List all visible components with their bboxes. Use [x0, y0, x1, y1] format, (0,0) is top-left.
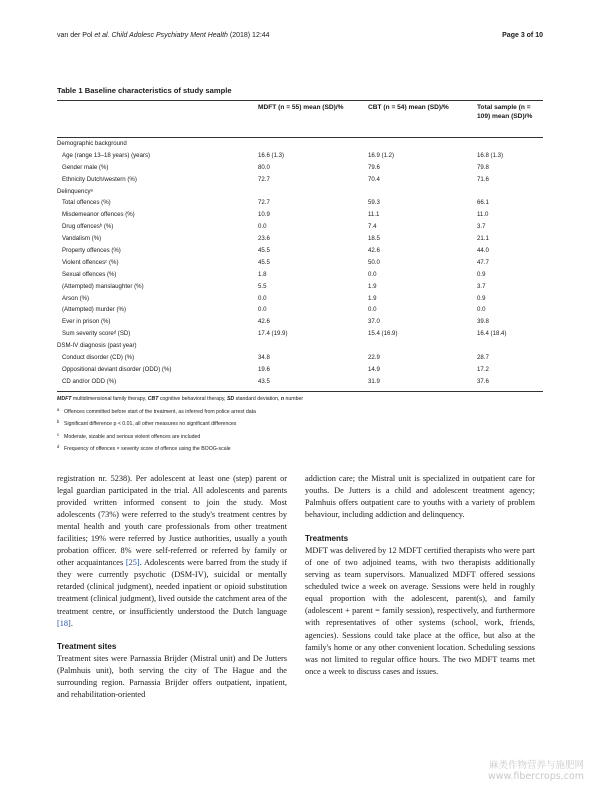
- paragraph-treatments: MDFT was delivered by 12 MDFT certified therapists who were part of one of two adjoined teams, with two therapists additionally serving as team supervisors. Manualized MDFT offered sessions scheduled twice a week on average. Sessions were held in roughly equal proportion with the adolescent, parent(s), and family (adolescent + parent = family session), respectively, and furthermore with representatives of other systems (school, work, friends, agencies). Sessions could take place at the office, but also at the family's home or any other convenient location. Scheduling sessions was not limited to regular office hours. The two MDFT teams met once a week to discuss cases and issues.: [305, 546, 535, 676]
- citation-link[interactable]: [18]: [57, 618, 71, 628]
- table-row: [57, 316, 543, 328]
- cell-total: 0.0: [477, 306, 486, 314]
- row-label: Vandalism (%): [62, 235, 102, 243]
- table-caption: Table 1 Baseline characteristics of study sample: [57, 86, 232, 95]
- cell-mdft: 19.6: [258, 365, 270, 373]
- row-label: (Attempted) manslaughter (%): [62, 282, 144, 290]
- cell-cbt: 22.9: [368, 354, 380, 362]
- page-number: Page 3 of 10: [502, 32, 543, 39]
- cell-total: 17.2: [477, 365, 489, 373]
- row-label: (Attempted) murder (%): [62, 306, 126, 314]
- cell-mdft: 0.0: [258, 306, 267, 314]
- row-label: Drug offencesᵇ (%): [62, 223, 114, 231]
- cell-mdft: 80.0: [258, 163, 270, 171]
- cell-mdft: 5.5: [258, 282, 267, 290]
- footnote: [57, 430, 543, 443]
- cell-total: 3.7: [477, 282, 486, 290]
- table-row: [57, 209, 543, 221]
- cell-cbt: 7.4: [368, 223, 377, 231]
- table-body: [57, 138, 543, 388]
- cell-total: 71.6: [477, 175, 489, 183]
- table-row: [57, 138, 543, 150]
- row-label: DSM-IV diagnosis (past year): [57, 342, 137, 350]
- cell-mdft: 45.5: [258, 247, 270, 255]
- cell-total: 3.7: [477, 223, 486, 231]
- table-row: [57, 352, 543, 364]
- cell-cbt: 11.1: [368, 211, 380, 219]
- table-row: [57, 197, 543, 209]
- table-row: [57, 174, 543, 186]
- running-head: van der Pol et al. Child Adolesc Psychiatry Ment Health (2018) 12:44: [57, 32, 270, 39]
- table-row: [57, 233, 543, 245]
- table-top-rule: [57, 100, 543, 101]
- paragraph-treatment-sites: Treatment sites were Parnassia Brijder (Mistral unit) and De Jutters (Palmhuis unit), both serving the city of The Hague and the surrounding region. Parnassia Brijder offers outpatient, inpatient, and rehabilitation-oriented: [57, 653, 287, 699]
- row-label: Ever in prison (%): [62, 318, 111, 326]
- table-row: [57, 269, 543, 281]
- table-row: [57, 304, 543, 316]
- cell-mdft: 42.6: [258, 318, 270, 326]
- cell-cbt: 1.9: [368, 294, 377, 302]
- cell-mdft: 72.7: [258, 199, 270, 207]
- cell-total: 16.4 (18.4): [477, 330, 507, 338]
- table-row: [57, 162, 543, 174]
- cell-cbt: 0.0: [368, 270, 377, 278]
- cell-cbt: 79.6: [368, 163, 380, 171]
- cell-total: 44.0: [477, 247, 489, 255]
- footnote-text: Frequency of offences × severity score of offence using the BOOG-scale: [64, 446, 231, 453]
- row-label: Oppositional deviant disorder (ODD) (%): [62, 365, 172, 373]
- cell-mdft: 23.6: [258, 235, 270, 243]
- cell-mdft: 43.5: [258, 377, 270, 385]
- footnote-text: Offences committed before start of the treatment, as inferred from police arrest data: [64, 408, 256, 415]
- cell-cbt: 18.5: [368, 235, 380, 243]
- row-label: Delinquencyᵃ: [57, 187, 93, 195]
- abbreviation-note: MDFT multidimensional family therapy, CBT cognitive behavioral therapy, SD standard deviation, n number: [57, 396, 304, 402]
- footnote: [57, 405, 543, 418]
- row-label: CD and/or ODD (%): [62, 377, 117, 385]
- footnote-text: Significant difference p < 0.01, all other measures no significant differences: [64, 421, 237, 428]
- row-label: Sexual offences (%): [62, 270, 117, 278]
- cell-cbt: 1.9: [368, 282, 377, 290]
- cell-mdft: 0.0: [258, 223, 267, 231]
- watermark: 麻类作物营养与施肥网 www.fibercrops.com: [487, 760, 584, 782]
- paragraph-participants: registration nr. 5238). Per adolescent at least one (step) parent or legal guardian participated in the trial. All adolescents and parents provided written informed consent to join the study. Most adolescents (73%) were referred to the study's treatment centres by mental health and youth care professionals from other treatment facilities; 19% were referred by Justice authorities, usually a youth probation officer. 8% were self-referred or referred by family or other acquaintances [25]. Adolescents were barred from the study if they were currently psychotic (DSM-IV), suicidal or mentally retarded (clinical judgment), needed inpatient or opioid substitution treatment (clinical judgment), lived outside the catchment area of the treatment centre, or insufficiently understood the Dutch language [18].: [57, 474, 287, 628]
- body-column-right: [305, 473, 535, 678]
- table-row: [57, 245, 543, 257]
- cell-cbt: 14.9: [368, 365, 380, 373]
- column-header-total: Total sample (n = 109) mean (SD)/%: [477, 104, 533, 120]
- row-label: Total offences (%): [62, 199, 111, 207]
- cell-total: 28.7: [477, 354, 489, 362]
- cell-cbt: 16.9 (1.2): [368, 151, 395, 159]
- cell-mdft: 72.7: [258, 175, 270, 183]
- body-column-left: [57, 473, 287, 701]
- table-bottom-rule: [57, 391, 543, 392]
- cell-mdft: 10.9: [258, 211, 270, 219]
- table-row: [57, 376, 543, 388]
- footnote-mark: d: [57, 444, 60, 450]
- cell-total: 79.8: [477, 163, 489, 171]
- cell-cbt: 37.0: [368, 318, 380, 326]
- cell-total: 11.0: [477, 211, 489, 219]
- row-label: Arson (%): [62, 294, 90, 302]
- column-header-cbt: CBT (n = 54) mean (SD)/%: [368, 104, 449, 111]
- cell-cbt: 59.3: [368, 199, 380, 207]
- footnote-mark: b: [57, 419, 60, 425]
- footnote-text: Moderate, sizable and serious violent offences are included: [64, 433, 201, 440]
- cell-total: 47.7: [477, 258, 489, 266]
- table-row: [57, 150, 543, 162]
- cell-total: 39.8: [477, 318, 489, 326]
- table-row: [57, 340, 543, 352]
- table-row: [57, 221, 543, 233]
- table-row: [57, 328, 543, 340]
- citation-link[interactable]: [25]: [125, 558, 140, 568]
- row-label: Property offences (%): [62, 247, 121, 255]
- cell-cbt: 15.4 (16.9): [368, 330, 398, 338]
- footnote: [57, 417, 543, 430]
- footnote: [57, 442, 543, 455]
- row-label: Misdemeanor offences (%): [62, 211, 135, 219]
- cell-cbt: 0.0: [368, 306, 377, 314]
- cell-total: 21.1: [477, 235, 489, 243]
- footnote-mark: c: [57, 431, 60, 437]
- cell-mdft: 1.8: [258, 270, 267, 278]
- cell-mdft: 0.0: [258, 294, 267, 302]
- cell-total: 16.8 (1.3): [477, 151, 504, 159]
- section-heading-treatments: Treatments: [305, 534, 349, 544]
- row-label: Conduct disorder (CD) (%): [62, 354, 135, 362]
- row-label: Demographic background: [57, 140, 127, 147]
- row-label: Age (range 13–18 years) (years): [62, 151, 151, 159]
- paragraph-treatment-sites-cont: addiction care; the Mistral unit is specialized in outpatient care for youths. De Jutters is a child and adolescent treatment agency; Palmhuis offers outpatient care to youths with a variety of problem behaviour, including addiction and delinquency.: [305, 474, 535, 520]
- row-label: Violent offencesᶜ (%): [62, 258, 119, 266]
- row-label: Ethnicity Dutch/western (%): [62, 175, 137, 183]
- cell-mdft: 16.6 (1.3): [258, 151, 285, 159]
- section-heading-treatment-sites: Treatment sites: [57, 641, 117, 651]
- table-row: [57, 364, 543, 376]
- cell-mdft: 34.8: [258, 354, 270, 362]
- cell-cbt: 31.9: [368, 377, 380, 385]
- table-footnotes: [57, 395, 543, 455]
- table-row: [57, 293, 543, 305]
- row-label: Sum severity scoreᵈ (SD): [62, 330, 131, 338]
- cell-total: 66.1: [477, 199, 489, 207]
- table-row: [57, 281, 543, 293]
- cell-total: 37.6: [477, 377, 489, 385]
- row-label: Gender male (%): [62, 163, 109, 171]
- column-header-mdft: MDFT (n = 55) mean (SD)/%: [258, 104, 344, 111]
- cell-total: 0.9: [477, 294, 486, 302]
- table-row: [57, 257, 543, 269]
- cell-cbt: 70.4: [368, 175, 380, 183]
- cell-cbt: 42.6: [368, 247, 380, 255]
- cell-mdft: 17.4 (19.9): [258, 330, 288, 338]
- cell-cbt: 50.0: [368, 258, 380, 266]
- table-row: [57, 186, 543, 198]
- cell-mdft: 45.5: [258, 258, 270, 266]
- footnote-mark: a: [57, 406, 60, 412]
- cell-total: 0.9: [477, 270, 486, 278]
